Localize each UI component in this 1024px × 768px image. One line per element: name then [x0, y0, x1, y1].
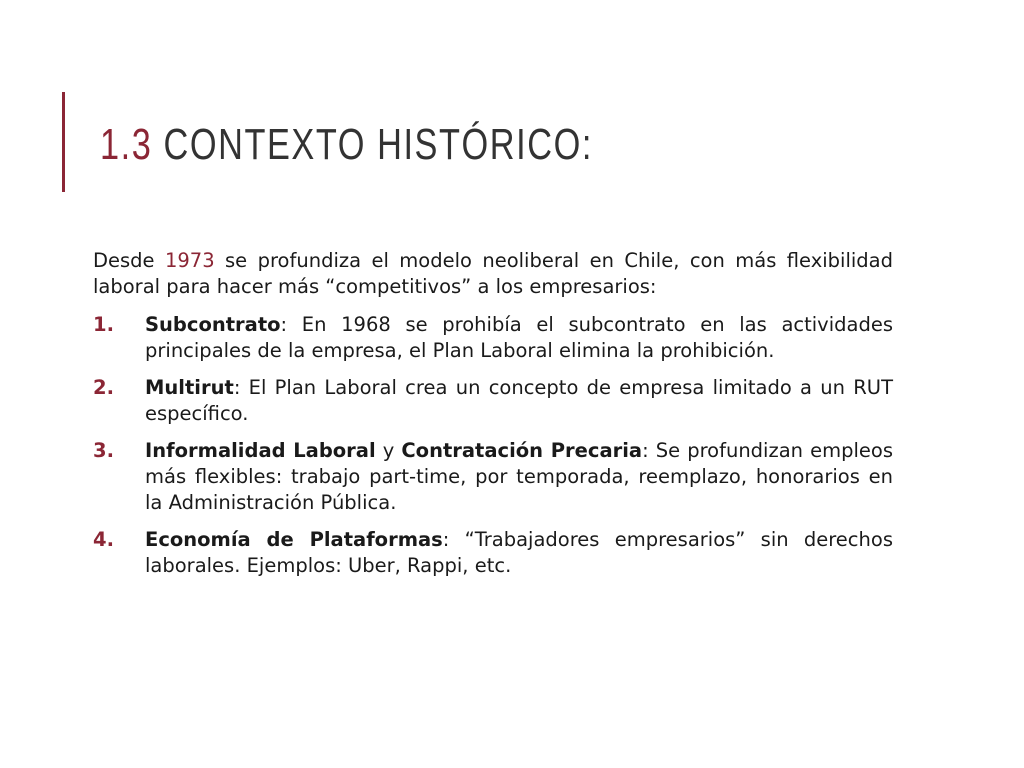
intro-paragraph	[93, 248, 893, 300]
list-item-informalidad	[93, 438, 893, 516]
item-term: Informalidad Laboral	[145, 439, 376, 462]
slide-content	[93, 248, 893, 590]
item-term-2: Contratación Precaria	[401, 439, 643, 462]
title-text: CONTEXTO HISTÓRICO:	[163, 120, 593, 169]
intro-after: se profundiza el modelo neoliberal en Chile, con más flexibilidad laboral para hacer más “competitivos” a los empresarios:	[93, 249, 893, 298]
numbered-list	[93, 312, 893, 579]
item-text: : “Trabajadores empresarios” sin derechos laborales. Ejemplos: Uber, Rappi, etc.	[145, 528, 893, 577]
list-item-multirut	[93, 375, 893, 427]
item-text: : Se profundizan empleos más flexibles: trabajo part-time, por temporada, reemplazo, honorarios en la Administración Pública.	[145, 439, 893, 514]
item-number: 4.	[93, 528, 114, 551]
item-number: 3.	[93, 439, 114, 462]
slide-title	[100, 120, 593, 170]
item-term: Multirut	[145, 376, 234, 399]
intro-year: 1973	[164, 249, 215, 272]
item-term: Subcontrato	[145, 313, 281, 336]
item-middle: y	[375, 439, 402, 462]
title-number: 1.3	[100, 120, 153, 169]
intro-before: Desde	[93, 249, 165, 272]
item-text: : El Plan Laboral crea un concepto de empresa limitado a un RUT específico.	[145, 376, 893, 425]
item-term: Economía de Plataformas	[145, 528, 443, 551]
item-text: : En 1968 se prohibía el subcontrato en las actividades principales de la empresa, el Plan Laboral elimina la prohibición.	[145, 313, 893, 362]
list-item-subcontrato	[93, 312, 893, 364]
item-number: 2.	[93, 376, 114, 399]
list-item-plataformas	[93, 527, 893, 579]
item-number: 1.	[93, 313, 114, 336]
title-accent-bar	[62, 92, 65, 192]
